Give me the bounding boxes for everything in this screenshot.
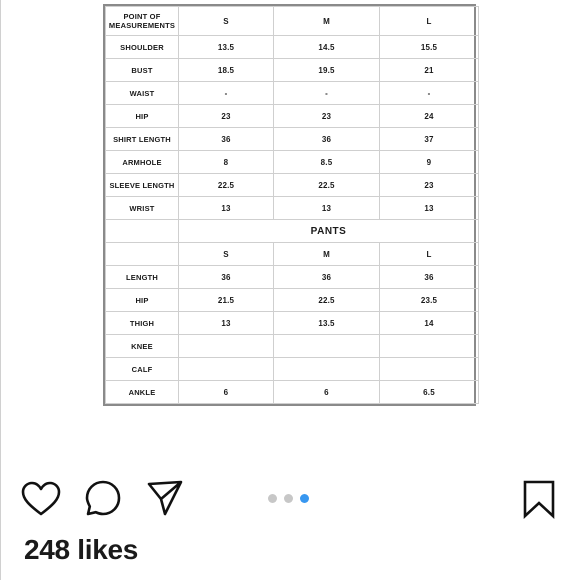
- table-cell: 13: [179, 312, 274, 335]
- table-row: [106, 36, 479, 59]
- table-cell: 21.5: [179, 289, 274, 312]
- heart-icon[interactable]: [21, 481, 61, 517]
- table-cell: S: [179, 243, 274, 266]
- table-row: [106, 105, 479, 128]
- table-cell: L: [380, 243, 479, 266]
- row-label: ARMHOLE: [106, 151, 179, 174]
- table-cell: 22.5: [179, 174, 274, 197]
- table-cell: 22.5: [274, 289, 380, 312]
- table-row: [106, 128, 479, 151]
- table-cell: 18.5: [179, 59, 274, 82]
- table-row: [106, 289, 479, 312]
- table-row: [106, 335, 479, 358]
- row-label: ANKLE: [106, 381, 179, 404]
- post-action-bar: [0, 470, 580, 530]
- table-row: [106, 174, 479, 197]
- table-cell: 8: [179, 151, 274, 174]
- pants-section-title: PANTS: [179, 220, 479, 243]
- carousel-dot: [284, 494, 293, 503]
- table-row: [106, 381, 479, 404]
- table-row: [106, 197, 479, 220]
- table-cell: 36: [179, 128, 274, 151]
- table-cell: 21: [380, 59, 479, 82]
- table-cell: 23.5: [380, 289, 479, 312]
- row-label: CALF: [106, 358, 179, 381]
- table-cell: 9: [380, 151, 479, 174]
- table-cell: S: [179, 7, 274, 36]
- table-cell: [380, 335, 479, 358]
- table-cell: [179, 335, 274, 358]
- row-label: THIGH: [106, 312, 179, 335]
- carousel-dot-active: [300, 494, 309, 503]
- row-label: SHOULDER: [106, 36, 179, 59]
- table-cell: 37: [380, 128, 479, 151]
- row-label: BUST: [106, 59, 179, 82]
- row-label: KNEE: [106, 335, 179, 358]
- row-label: WAIST: [106, 82, 179, 105]
- table-cell: 8.5: [274, 151, 380, 174]
- table-cell: -: [179, 82, 274, 105]
- table-cell: 6: [179, 381, 274, 404]
- table-cell: 6: [274, 381, 380, 404]
- table-row: [106, 59, 479, 82]
- table-row: [106, 358, 479, 381]
- table-cell: [380, 358, 479, 381]
- table-cell: 23: [274, 105, 380, 128]
- table-cell: [274, 358, 380, 381]
- table-cell: 36: [380, 266, 479, 289]
- carousel-indicator: [268, 494, 314, 504]
- table-row: [106, 82, 479, 105]
- table-cell: 13.5: [179, 36, 274, 59]
- likes-count[interactable]: 248 likes: [24, 534, 139, 565]
- table-cell: L: [380, 7, 479, 36]
- row-label: POINT OF MEASUREMENTS: [106, 7, 179, 36]
- table-cell: -: [274, 82, 380, 105]
- table-cell: M: [274, 243, 380, 266]
- table-cell: M: [274, 7, 380, 36]
- table-cell: 13.5: [274, 312, 380, 335]
- table-cell: 6.5: [380, 381, 479, 404]
- table-row: [106, 151, 479, 174]
- table-cell: 14: [380, 312, 479, 335]
- table-row: [106, 312, 479, 335]
- table-cell: 23: [179, 105, 274, 128]
- row-label: SLEEVE LENGTH: [106, 174, 179, 197]
- row-label: [106, 243, 179, 266]
- table-cell: 36: [274, 266, 380, 289]
- comment-icon[interactable]: [84, 479, 122, 517]
- row-label: WRIST: [106, 197, 179, 220]
- table-cell: 19.5: [274, 59, 380, 82]
- table-cell: [274, 335, 380, 358]
- table-cell: [106, 220, 179, 243]
- bookmark-icon[interactable]: [521, 479, 557, 519]
- table-cell: [179, 358, 274, 381]
- row-label: HIP: [106, 289, 179, 312]
- table-row: [106, 7, 479, 36]
- row-label: SHIRT LENGTH: [106, 128, 179, 151]
- carousel-dot: [268, 494, 277, 503]
- share-icon[interactable]: [146, 479, 184, 517]
- table-cell: 36: [274, 128, 380, 151]
- table-row: [106, 266, 479, 289]
- table-cell: 14.5: [274, 36, 380, 59]
- table-cell: 15.5: [380, 36, 479, 59]
- row-label: HIP: [106, 105, 179, 128]
- size-chart-image: [103, 4, 476, 406]
- table-cell: 13: [179, 197, 274, 220]
- row-label: LENGTH: [106, 266, 179, 289]
- table-cell: 13: [380, 197, 479, 220]
- table-cell: 36: [179, 266, 274, 289]
- table-cell: 23: [380, 174, 479, 197]
- table-cell: 24: [380, 105, 479, 128]
- size-chart-table: [105, 6, 479, 404]
- table-row: [106, 243, 479, 266]
- table-cell: 13: [274, 197, 380, 220]
- table-cell: 22.5: [274, 174, 380, 197]
- table-cell: -: [380, 82, 479, 105]
- table-row: [106, 220, 479, 243]
